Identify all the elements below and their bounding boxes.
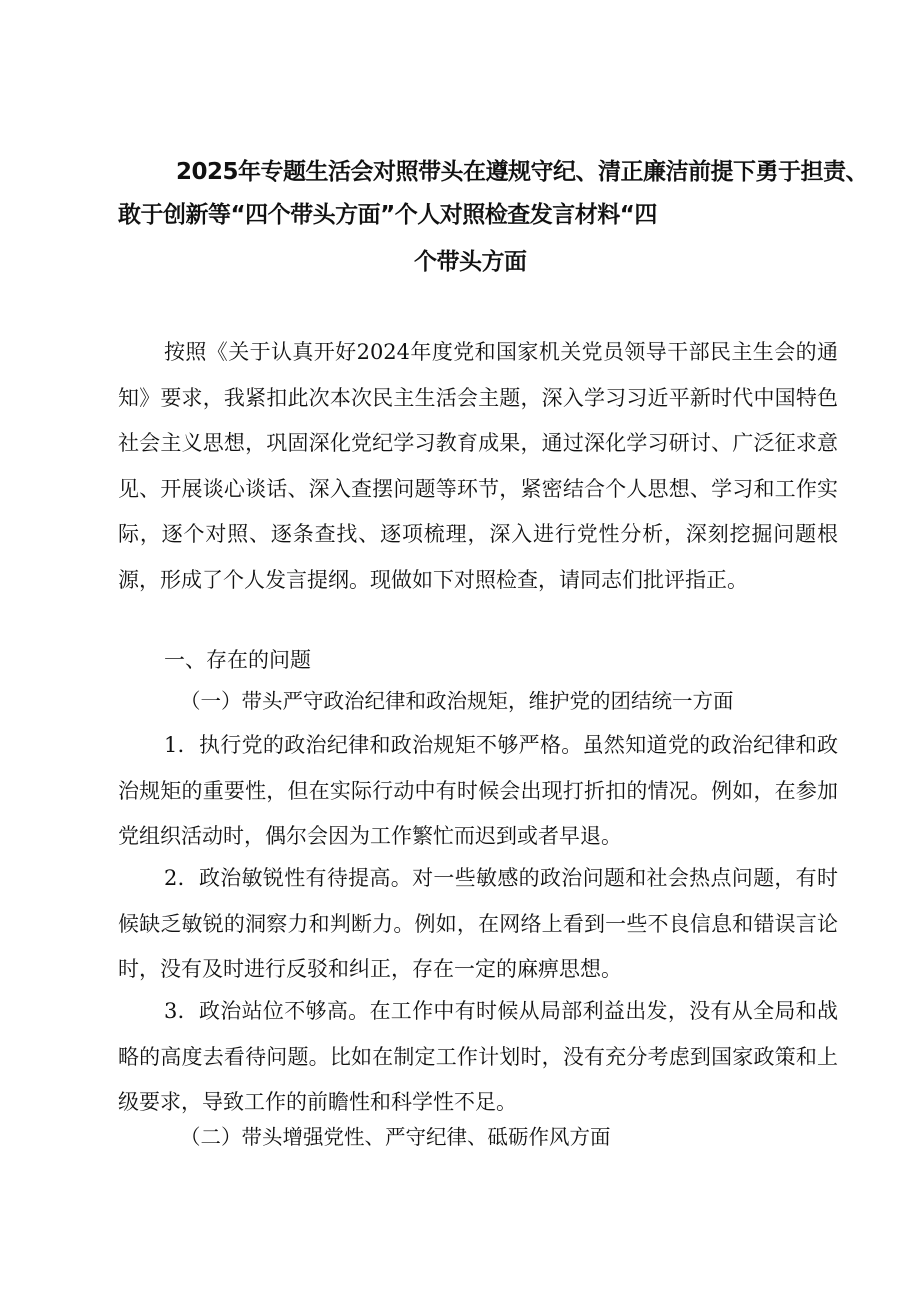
document-title-line-2: 敢于创新等“四个带头方面”个人对照检查发言材料“四 (118, 202, 657, 228)
document-title-line-1: 2025年专题生活会对照带头在遵规守纪、清正廉洁前提下勇于担责、 (176, 159, 869, 185)
intro-paragraph: 按照《关于认真开好2024年度党和国家机关党员领导干部民主生会的通知》要求，我紧扣此次本次民主生活会主题，深入学习习近平新时代中国特色社会主义思想，巩固深化党纪学习教育成果，通过深化学习研讨、广泛征求意见、开展谈心谈话、深入查摆问题等环节，紧密结合个人思想、学习和工作实际，逐个对照、逐条查找、逐项梳理，深入进行党性分析，深刻挖掘问题根源，形成了个人发言提纲。现做如下对照检查，请同志们批评指正。 (118, 340, 838, 592)
subsection-heading-1: （一）带头严守政治纪律和政治规矩，维护党的团结统一方面 (180, 689, 734, 713)
problem-item-2: 2．政治敏锐性有待提高。对一些敏感的政治问题和社会热点问题，有时候缺乏敏锐的洞察力和判断力。例如，在网络上看到一些不良信息和错误言论时，没有及时进行反驳和纠正，存在一定的麻痹思想。 (118, 866, 838, 981)
problem-item-3: 3．政治站位不够高。在工作中有时候从局部利益出发，没有从全局和战略的高度去看待问题。比如在制定工作计划时，没有充分考虑到国家政策和上级要求，导致工作的前瞻性和科学性不足。 (118, 999, 838, 1114)
document-title-line-3: 个带头方面 (414, 249, 527, 275)
subsection-heading-2: （二）带头增强党性、严守纪律、砥砺作风方面 (180, 1125, 611, 1149)
section-heading-problems: 一、存在的问题 (164, 648, 311, 672)
problem-item-1: 1．执行党的政治纪律和政治规矩不够严格。虽然知道党的政治纪律和政治规矩的重要性，但在实际行动中有时候会出现打折扣的情况。例如，在参加党组织活动时，偶尔会因为工作繁忙而迟到或者早退。 (118, 733, 838, 848)
